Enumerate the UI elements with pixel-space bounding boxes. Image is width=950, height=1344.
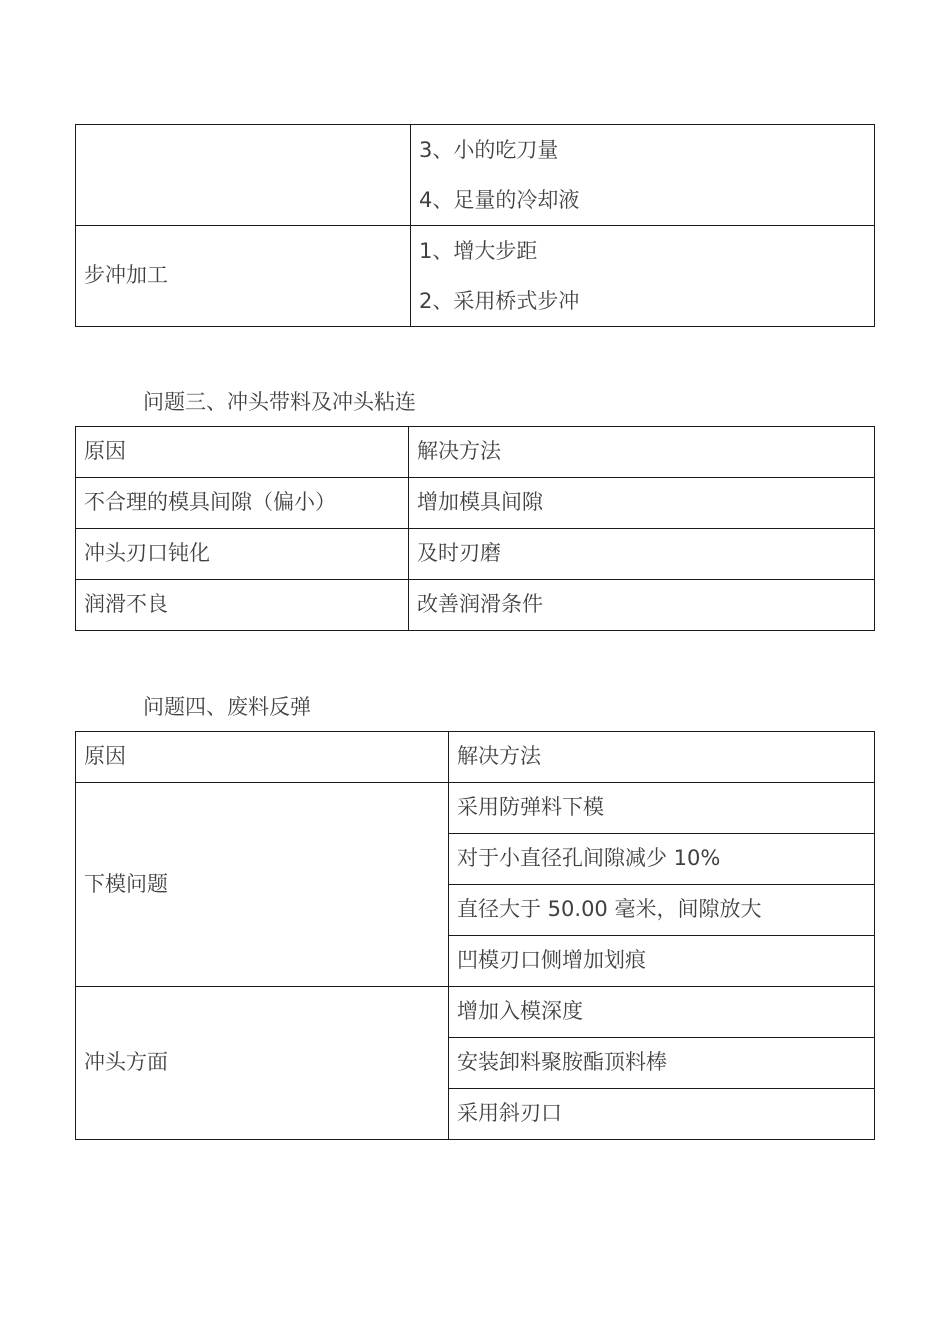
table-row	[76, 226, 875, 327]
solution-cell: 采用斜刃口	[449, 1089, 875, 1140]
table-header-row	[76, 427, 875, 478]
section-heading: 问题四、废料反弹	[143, 695, 311, 719]
cause-cell: 不合理的模具间隙（偏小）	[76, 478, 409, 529]
solution-cell	[411, 125, 875, 226]
table-row	[76, 580, 875, 631]
solution-cell: 改善润滑条件	[409, 580, 875, 631]
column-header-cause: 原因	[76, 427, 409, 478]
solution-line: 4、足量的冷却液	[419, 188, 580, 212]
table-punch-sticking	[75, 426, 875, 631]
table-row	[76, 478, 875, 529]
solution-line: 2、采用桥式步冲	[419, 289, 580, 313]
table-continued	[75, 124, 875, 327]
table-header-row	[76, 732, 875, 783]
column-header-solution: 解决方法	[449, 732, 875, 783]
solution-cell: 增加入模深度	[449, 987, 875, 1038]
solution-cell: 对于小直径孔间隙减少 10%	[449, 834, 875, 885]
cause-cell	[76, 125, 411, 226]
column-header-solution: 解决方法	[409, 427, 875, 478]
cause-cell: 润滑不良	[76, 580, 409, 631]
solution-line: 1、增大步距	[419, 239, 538, 263]
table-row	[76, 987, 875, 1038]
solution-line: 3、小的吃刀量	[419, 138, 559, 162]
solution-cell: 凹模刃口侧增加划痕	[449, 936, 875, 987]
table-slug-pulling	[75, 731, 875, 1140]
column-header-cause: 原因	[76, 732, 449, 783]
cause-cell: 冲头刃口钝化	[76, 529, 409, 580]
table-row	[76, 529, 875, 580]
table-row	[76, 783, 875, 834]
solution-cell: 及时刃磨	[409, 529, 875, 580]
solution-cell: 直径大于 50.00 毫米，间隙放大	[449, 885, 875, 936]
section-heading: 问题三、冲头带料及冲头粘连	[143, 390, 416, 414]
solution-cell: 增加模具间隙	[409, 478, 875, 529]
solution-cell: 采用防弹料下模	[449, 783, 875, 834]
table-row	[76, 125, 875, 226]
solution-cell: 安装卸料聚胺酯顶料棒	[449, 1038, 875, 1089]
solution-cell	[411, 226, 875, 327]
cause-cell: 步冲加工	[76, 226, 411, 327]
cause-cell: 冲头方面	[76, 987, 449, 1140]
cause-cell: 下模问题	[76, 783, 449, 987]
